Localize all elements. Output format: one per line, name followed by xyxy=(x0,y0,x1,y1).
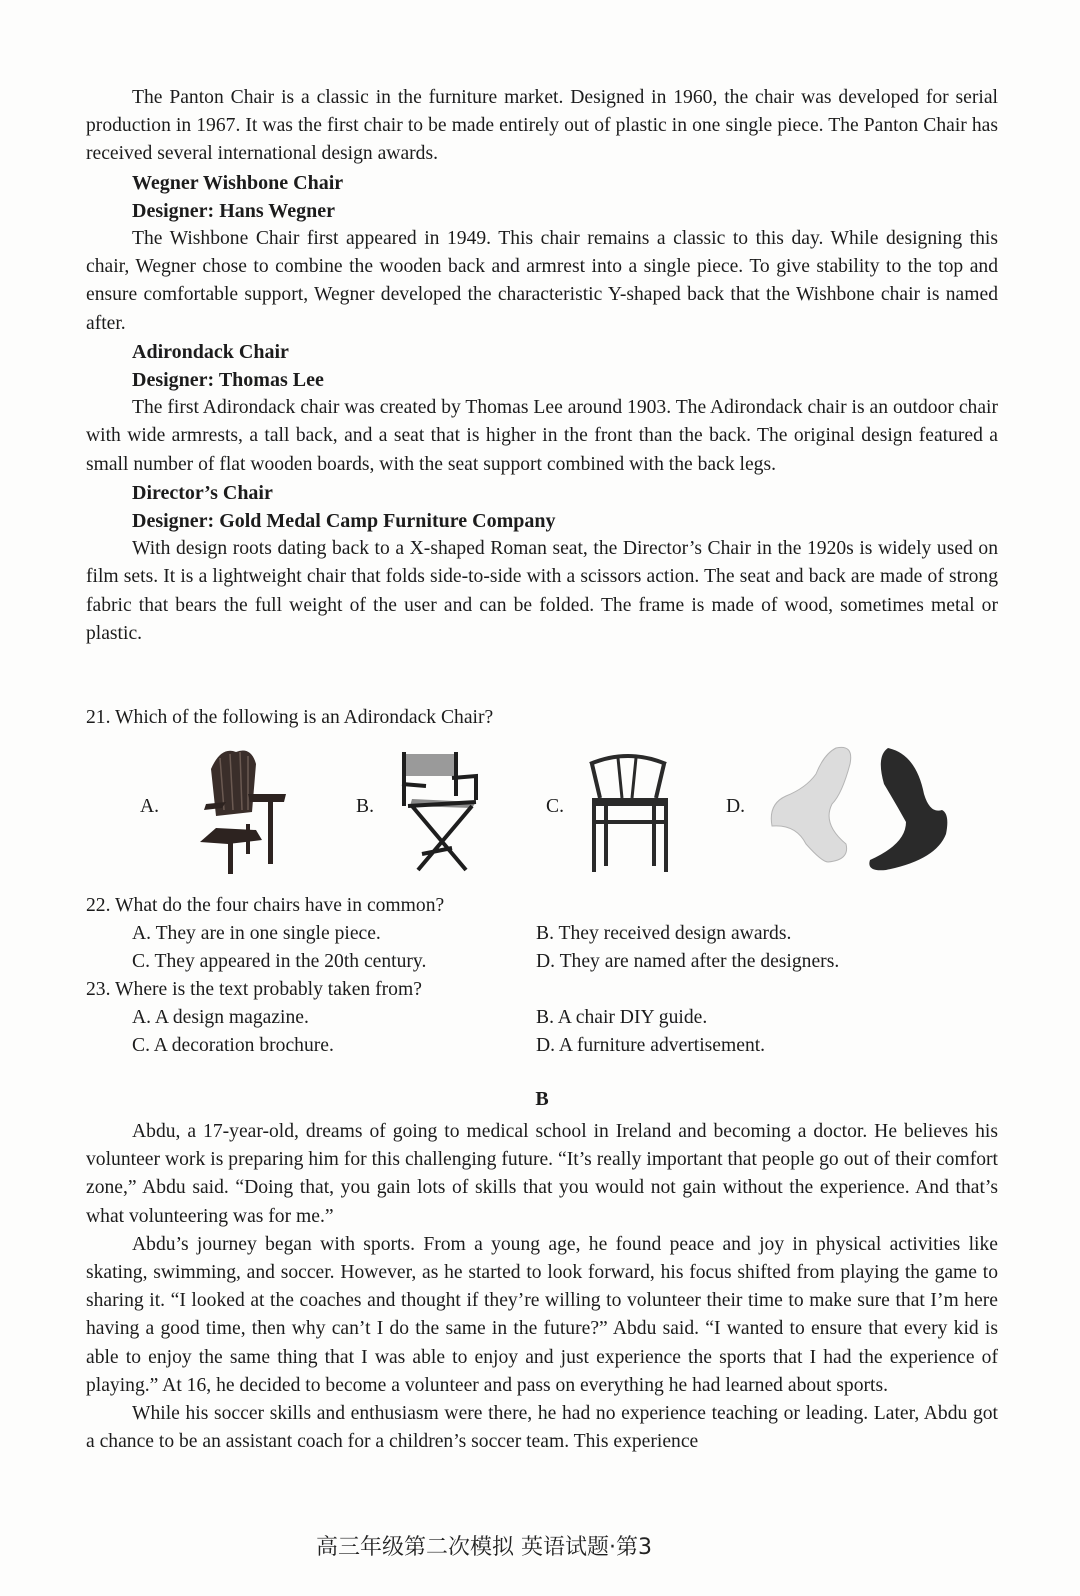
section-title: Director’s Chair xyxy=(132,481,273,504)
option-c-image xyxy=(546,744,746,874)
section-body: The Wishbone Chair first appeared in 1949. This chair remains a classic to this day. While designing this chair, Wegner chose to combine the wooden back and armrest into a single piece. To give stability to the top and ensure comfortable support, Wegner developed the characteristic Y-shaped back that the Wishbone chair is named after. xyxy=(86,228,998,334)
passage-b xyxy=(86,1118,998,1456)
option-d-image xyxy=(726,744,998,874)
section-title: Adirondack Chair xyxy=(132,340,289,363)
question-23 xyxy=(86,976,998,1060)
section-body: With design roots dating back to a X-shaped Roman seat, the Director’s Chair in the 1920s is widely used on film sets. It is a lightweight chair that folds side-to-side with a scissors action. The seat and back are made of strong fabric that bears the full weight of the user and can be folded. The frame is made of wood, sometimes metal or plastic. xyxy=(86,538,998,644)
question-22-text: 22. What do the four chairs have in common? xyxy=(86,895,445,916)
section-designer: Designer: Gold Medal Camp Furniture Company xyxy=(132,510,556,533)
q22-option-d[interactable]: D. They are named after the designers. xyxy=(536,951,840,972)
q23-option-b[interactable]: B. A chair DIY guide. xyxy=(536,1007,708,1028)
page-footer: 高三年级第二次模拟 英语试题·第3 xyxy=(316,1535,652,1560)
q21-image-options xyxy=(86,744,998,874)
exam-page xyxy=(86,84,998,1453)
section-designer: Designer: Thomas Lee xyxy=(132,369,324,392)
panton-chair-icon xyxy=(766,744,966,874)
option-label: D. xyxy=(726,796,746,817)
passage-b-paragraph: While his soccer skills and enthusiasm were there, he had no experience teaching or leading. Later, Abdu got a chance to be an assistant coach for a children’s soccer team. This experience xyxy=(86,1403,998,1453)
section-wishbone xyxy=(86,169,998,338)
q23-option-d[interactable]: D. A furniture advertisement. xyxy=(536,1035,766,1056)
option-b-image xyxy=(356,744,556,874)
q22-option-a[interactable]: A. They are in one single piece. xyxy=(132,923,381,944)
directors-chair-icon xyxy=(392,744,502,874)
q23-option-a[interactable]: A. A design magazine. xyxy=(132,1007,309,1028)
section-body: The first Adirondack chair was created by Thomas Lee around 1903. The Adirondack chair is an outdoor chair with wide armrests, a tall back, and a seat that is higher in the front than the back. The original design featured a small number of flat wooden boards, with the seat support combined with the back legs. xyxy=(86,397,998,475)
q22-option-c[interactable]: C. They appeared in the 20th century. xyxy=(132,951,427,972)
question-21: 21. Which of the following is an Adirondack Chair? xyxy=(86,707,494,728)
section-adirondack xyxy=(86,338,998,479)
passage-b-paragraph: Abdu’s journey began with sports. From a young age, he found peace and joy in physical activities like skating, swimming, and soccer. However, as he started to look forward, his focus shifted from playing the game to sharing it. “I looked at the coaches and thought if they’re willing to volunteer their time to make sure that I’m here having a good time, then why can’t I do the same in the future?” Abdu said. “I wanted to ensure that every kid is able to enjoy the same thing that I was able to enjoy and just experience the sports that I had the experience of playing.” At 16, he decided to become a volunteer and pass on everything he had learned about sports. xyxy=(86,1233,998,1396)
question-23-text: 23. Where is the text probably taken from? xyxy=(86,979,422,1000)
option-label: A. xyxy=(140,796,160,817)
section-b-heading: B xyxy=(535,1088,549,1110)
section-title: Wegner Wishbone Chair xyxy=(132,171,344,194)
passage-b-paragraph: Abdu, a 17-year-old, dreams of going to medical school in Ireland and becoming a doctor. He believes his volunteer work is preparing him for this challenging future. “It’s really important that people go out of their comfort zone,” Abdu said. “Doing that, you gain lots of skills that you would not gain without the experience. And that’s what volunteering was for me.” xyxy=(86,1121,998,1227)
option-label: B. xyxy=(356,796,374,817)
question-22 xyxy=(86,892,998,976)
q22-option-b[interactable]: B. They received design awards. xyxy=(536,923,792,944)
wishbone-chair-icon xyxy=(578,744,678,874)
q23-option-c[interactable]: C. A decoration brochure. xyxy=(132,1035,334,1056)
option-label: C. xyxy=(546,796,564,817)
option-a-image xyxy=(136,744,336,874)
section-directors xyxy=(86,479,998,648)
section-designer: Designer: Hans Wegner xyxy=(132,199,335,222)
adirondack-chair-icon xyxy=(176,744,296,874)
panton-paragraph: The Panton Chair is a classic in the furniture market. Designed in 1960, the chair was developed for serial production in 1967. It was the first chair to be made entirely out of plastic in one single piece. The Panton Chair has received several international design awards. xyxy=(86,87,998,165)
